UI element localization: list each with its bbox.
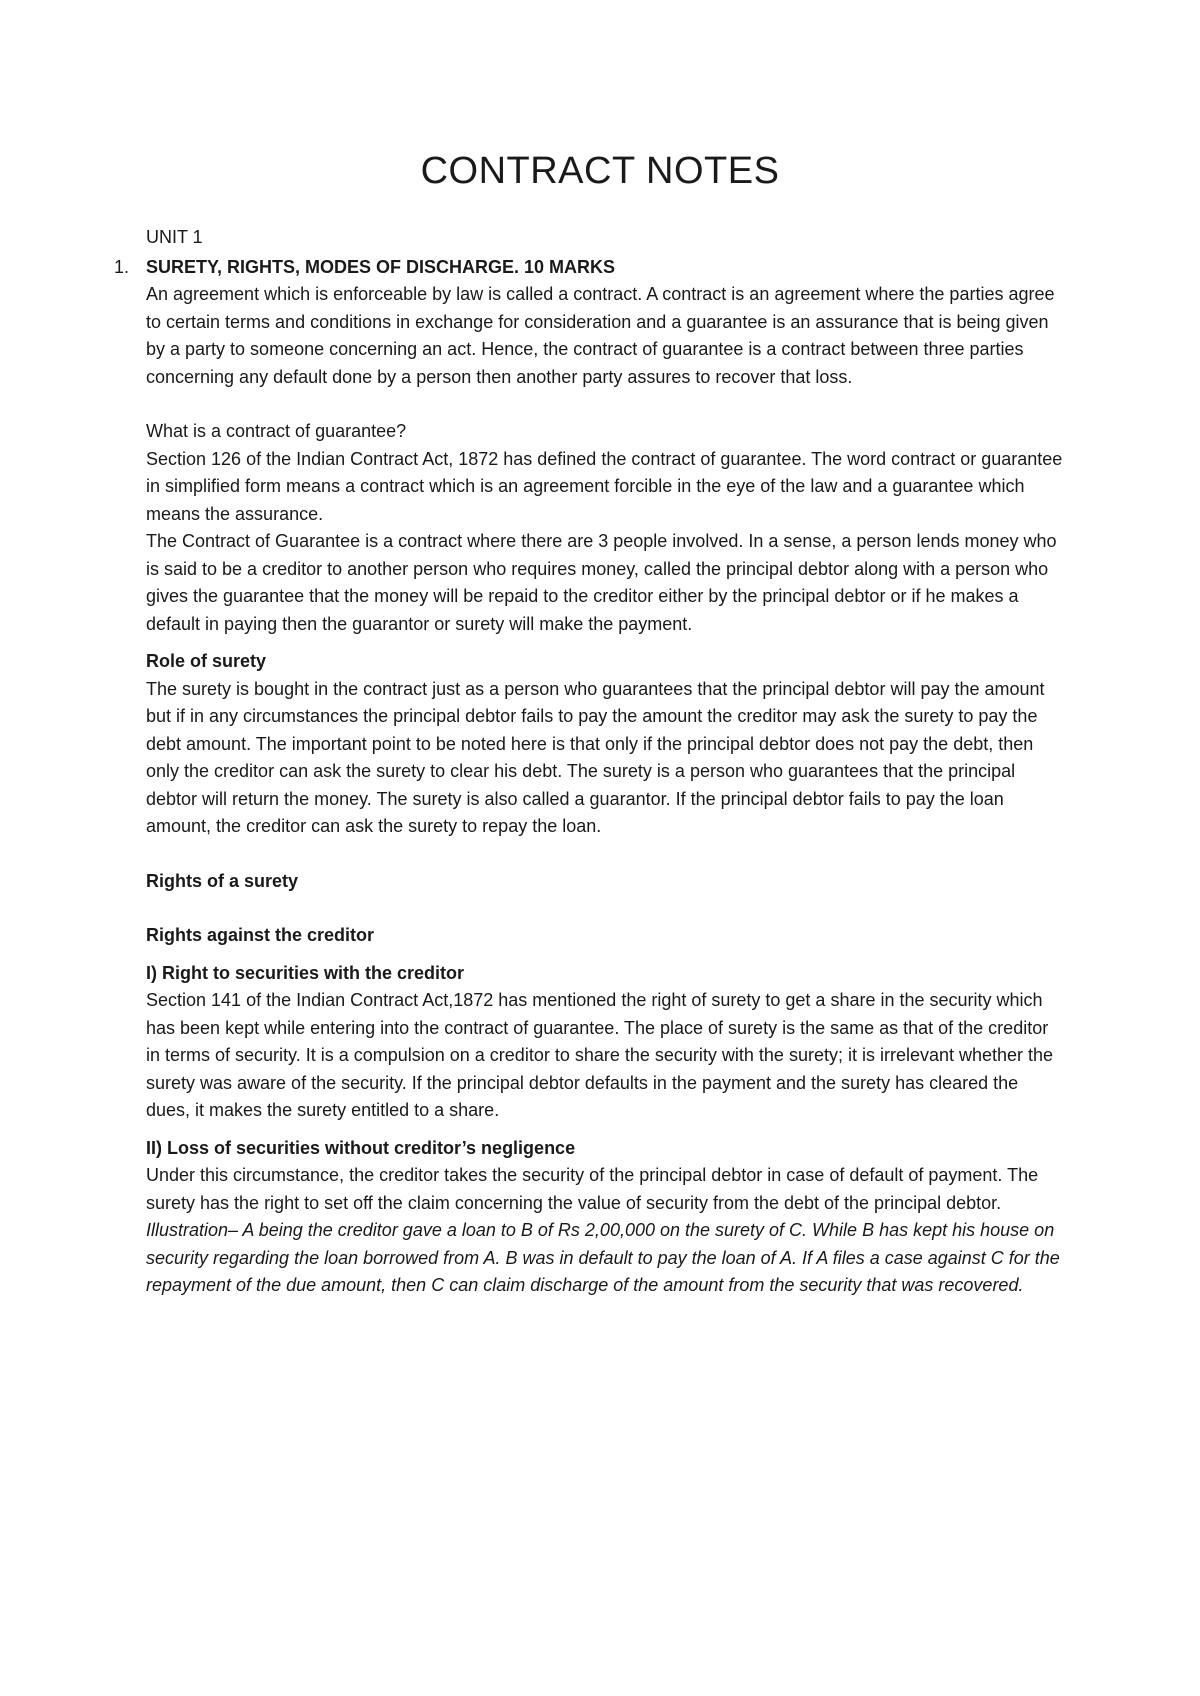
section-heading: SURETY, RIGHTS, MODES OF DISCHARGE. 10 MARKS bbox=[146, 256, 616, 277]
numbered-heading bbox=[114, 254, 1066, 282]
illustration-paragraph: Illustration– A being the creditor gave a loan to B of Rs 2,00,000 on the surety of C. While B has kept his house on security regarding the loan borrowed from A. B was in default to pay the loan of A. If A files a case against C for the repayment of the due amount, then C can claim discharge of the amount from the security that was recovered. bbox=[146, 1220, 1060, 1295]
unit-label: UNIT 1 bbox=[146, 227, 203, 247]
rights-heading: Rights of a surety bbox=[146, 870, 299, 891]
right-1-heading: I) Right to securities with the creditor bbox=[146, 962, 465, 983]
right-2-paragraph: Under this circumstance, the creditor takes the security of the principal debtor in case of default of payment. The surety has the right to set off the claim concerning the value of security from the debt of the principal debtor. bbox=[146, 1165, 1039, 1213]
right-1-paragraph: Section 141 of the Indian Contract Act,1872 has mentioned the right of surety to get a share in the security which has been kept while entering into the contract of guarantee. The place of surety is the same as that of the creditor in terms of security. It is a compulsion on a creditor to share the security with the surety; it is irrelevant whether the surety was aware of the security. If the principal debtor defaults in the payment and the surety has cleared the dues, it makes the surety entitled to a share. bbox=[146, 990, 1054, 1120]
list-number: 1. bbox=[114, 256, 130, 277]
rights-creditor-heading: Rights against the creditor bbox=[146, 925, 375, 945]
right-2-heading: II) Loss of securities without creditor’s negligence bbox=[146, 1137, 576, 1158]
definition-paragraph: Section 126 of the Indian Contract Act, 1872 has defined the contract of guarantee. The word contract or guarantee in simplified form means a contract which is an agreement forcible in the eye of the law and a guarantee which means the assurance. bbox=[146, 448, 1063, 524]
role-paragraph: The surety is bought in the contract just as a person who guarantees that the principal debtor will pay the amount but if in any circumstances the principal debtor fails to pay the amount the creditor may ask the surety to pay the debt amount. The important point to be noted here is that only if the principal debtor does not pay the debt, then only the creditor can ask the surety to clear his debt. The surety is a person who guarantees that the principal debtor will return the money. The surety is also called a guarantor. If the principal debtor fails to pay the loan amount, the creditor can ask the surety to repay the loan. bbox=[146, 678, 1045, 836]
three-people-paragraph: The Contract of Guarantee is a contract where there are 3 people involved. In a sense, a person lends money who is said to be a creditor to another person who requires money, called the principal debtor along with a person who gives the guarantee that the money will be repaid to the creditor either by the principal debtor or if he makes a default in paying then the guarantor or surety will make the payment. bbox=[146, 531, 1057, 634]
page-title: CONTRACT NOTES bbox=[420, 150, 780, 192]
document-body bbox=[114, 224, 1066, 1300]
role-heading: Role of surety bbox=[146, 651, 267, 671]
intro-paragraph: An agreement which is enforceable by law is called a contract. A contract is an agreement where the parties agree to certain terms and conditions in exchange for consideration and a guarantee is an assurance that is being given by a party to someone concerning an act. Hence, the contract of guarantee is a contract between three parties concerning any default done by a person then another party assures to recover that loss. bbox=[146, 284, 1055, 387]
question-text: What is a contract of guarantee? bbox=[146, 421, 407, 441]
